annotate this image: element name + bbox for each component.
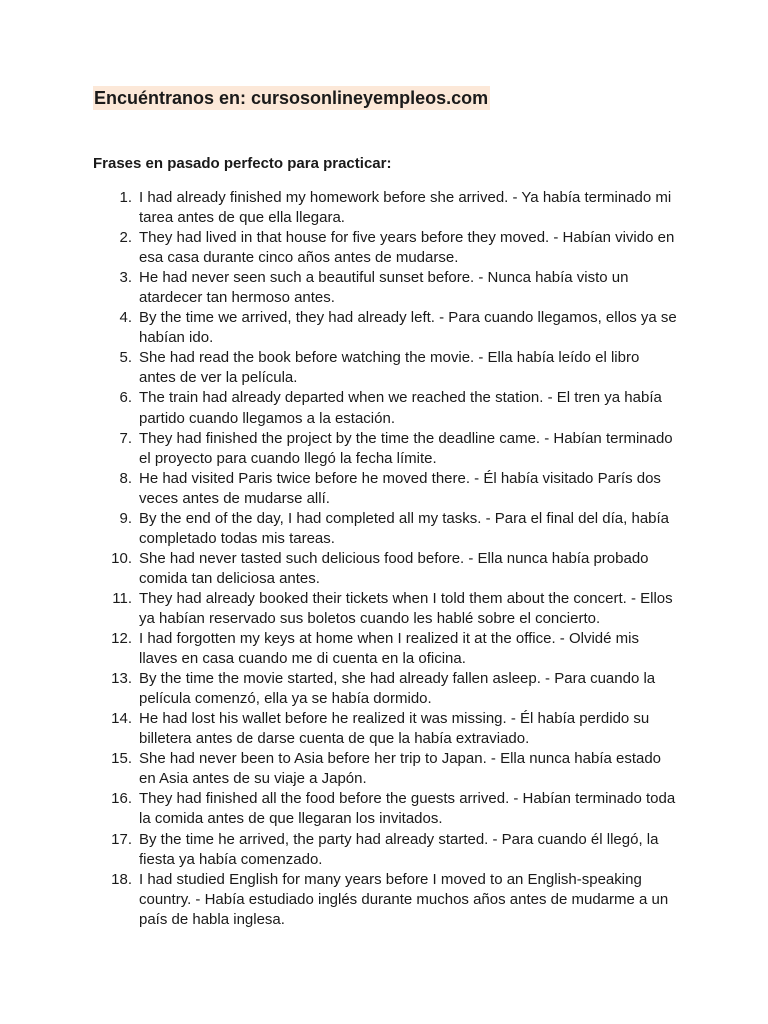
list-item-number: 7. <box>119 429 132 447</box>
list-item-text: She had never tasted such delicious food before. - Ella nunca había probado comida tan deliciosa antes. <box>139 549 649 587</box>
list-item-number: 2. <box>119 229 132 247</box>
list-item-number: 1. <box>119 189 132 206</box>
list-item-number: 9. <box>119 509 132 527</box>
list-item-number: 10. <box>111 549 132 567</box>
list-item <box>0 469 768 509</box>
list-item-text: By the time he arrived, the party had already started. - Para cuando él llegó, la fiesta ya había comenzado. <box>139 830 659 868</box>
list-item <box>0 830 768 870</box>
list-item-text: I had already finished my homework before she arrived. - Ya había terminado mi tarea antes de que ella llegara. <box>139 189 672 227</box>
list-item-text: The train had already departed when we reached the station. - El tren ya había partido cuando llegamos a la estación. <box>139 389 662 427</box>
list-item <box>0 870 768 930</box>
list-item-text: They had finished the project by the time the deadline came. - Habían terminado el proyecto para cuando llegó la fecha límite. <box>139 429 673 467</box>
list-item <box>0 669 768 709</box>
list-item <box>0 348 768 388</box>
list-item-text: By the time the movie started, she had already fallen asleep. - Para cuando la película comenzó, ella ya se había dormido. <box>139 670 656 708</box>
list-item <box>0 549 768 589</box>
list-item-number: 15. <box>111 750 132 768</box>
list-item-text: By the end of the day, I had completed all my tasks. - Para el final del día, había completado todas mis tareas. <box>139 509 670 547</box>
list-item <box>0 268 768 308</box>
list-item <box>0 509 768 549</box>
list-item <box>0 228 768 268</box>
section-title: Frases en pasado perfecto para practicar: <box>93 155 392 172</box>
list-item-text: He had never seen such a beautiful sunset before. - Nunca había visto un atardecer tan hermoso antes. <box>139 269 629 307</box>
list-item <box>0 188 768 228</box>
list-item-number: 4. <box>119 309 132 327</box>
list-item-number: 8. <box>119 469 132 487</box>
list-item-number: 3. <box>119 269 132 287</box>
list-item-text: They had finished all the food before the guests arrived. - Habían terminado toda la comida antes de que llegaran los invitados. <box>139 790 676 828</box>
site-heading: Encuéntranos en: cursosonlineyempleos.com <box>94 88 489 108</box>
list-item <box>0 388 768 428</box>
list-item-text: They had lived in that house for five years before they moved. - Habían vivido en esa casa durante cinco años antes de mudarse. <box>139 229 675 267</box>
list-item-text: I had forgotten my keys at home when I realized it at the office. - Olvidé mis llaves en casa cuando me di cuenta en la oficina. <box>139 630 639 668</box>
list-item <box>0 429 768 469</box>
list-item-text: By the time we arrived, they had already left. - Para cuando llegamos, ellos ya se habían ido. <box>139 309 677 347</box>
list-item-number: 12. <box>111 630 132 648</box>
list-item-number: 6. <box>119 389 132 407</box>
list-item-number: 18. <box>111 870 132 888</box>
list-item-number: 11. <box>112 589 132 607</box>
list-item-number: 14. <box>111 710 132 728</box>
list-item-text: They had already booked their tickets when I told them about the concert. - Ellos ya habían reservado sus boletos cuando les hablé sobre el concierto. <box>139 589 673 627</box>
list-item-text: He had lost his wallet before he realized it was missing. - Él había perdido su billetera antes de darse cuenta de que la había extraviado. <box>139 710 650 748</box>
list-item <box>0 749 768 789</box>
list-item-number: 16. <box>111 790 132 808</box>
list-item <box>0 629 768 669</box>
list-item-number: 13. <box>111 670 132 688</box>
list-item-text: She had read the book before watching the movie. - Ella había leído el libro antes de ver la película. <box>139 349 640 387</box>
list-item-number: 5. <box>119 349 132 367</box>
list-item-text: He had visited Paris twice before he moved there. - Él había visitado París dos veces antes de mudarse allí. <box>139 469 661 507</box>
list-item <box>0 789 768 829</box>
list-item <box>0 308 768 348</box>
list-item-text: She had never been to Asia before her trip to Japan. - Ella nunca había estado en Asia antes de su viaje a Japón. <box>139 750 662 788</box>
list-item <box>0 589 768 629</box>
list-item-number: 17. <box>111 830 132 848</box>
list-item <box>0 709 768 749</box>
list-item-text: I had studied English for many years before I moved to an English-speaking country. - Había estudiado inglés durante muchos años antes de mudarme a un país de habla inglesa. <box>139 870 669 928</box>
phrase-list <box>0 188 768 930</box>
